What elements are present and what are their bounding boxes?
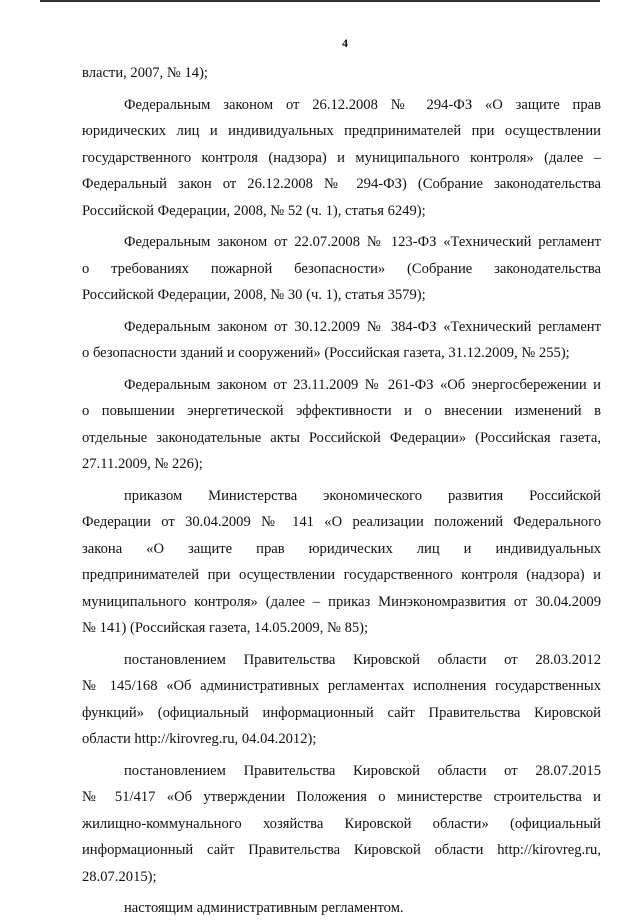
text-line: постановлением Правительства Кировской области от 28.03.2012 xyxy=(124,651,601,668)
text-line: закона «О защите прав юридических лиц и индивидуальных xyxy=(82,540,601,557)
text-line: о повышении энергетической эффективности и о внесении изменений в xyxy=(82,403,601,419)
document-body xyxy=(82,60,601,922)
text-line: области http://kirovreg.ru, 04.04.2012); xyxy=(82,731,317,747)
text-line: приказом Министерства экономического развития Российской xyxy=(124,487,601,504)
text-line: 28.07.2015); xyxy=(82,868,157,885)
text-line: юридических лиц и индивидуальных предпринимателей при осуществлении xyxy=(82,123,601,139)
paragraph xyxy=(82,60,601,87)
paragraph xyxy=(82,895,601,922)
text-line: муниципального контроля» (далее – приказ Минэкономразвития от 30.04.2009 xyxy=(82,593,601,610)
paragraph xyxy=(82,758,601,891)
text-line: постановлением Правительства Кировской области от 28.07.2015 xyxy=(124,762,601,779)
paragraph xyxy=(82,372,601,478)
text-line: № 51/417 «Об утверждении Положения о министерстве строительства и xyxy=(82,789,601,805)
text-line: информационный сайт Правительства Кировской области http://kirovreg.ru, xyxy=(82,842,601,858)
text-line: функций» (официальный информационный сайт Правительства Кировской xyxy=(82,704,601,721)
paragraph xyxy=(82,229,601,309)
text-line: № 141) (Российская газета, 14.05.2009, № 85); xyxy=(82,620,369,636)
text-line: Федеральный закон от 26.12.2008 № 294-ФЗ) (Собрание законодательства xyxy=(82,176,601,192)
text-line: о безопасности зданий и сооружений» (Российская газета, 31.12.2009, № 255); xyxy=(82,345,570,361)
text-line: Федеральным законом от 26.12.2008 № 294-ФЗ «О защите прав xyxy=(124,96,601,113)
page-number: 4 xyxy=(342,36,348,50)
text-line: предпринимателей при осуществлении государственного контроля (надзора) и xyxy=(82,567,601,583)
paragraph xyxy=(82,92,601,225)
paragraph xyxy=(82,483,601,642)
text-line: Федеральным законом от 23.11.2009 № 261-ФЗ «Об энергосбережении и xyxy=(124,376,601,393)
text-line: 27.11.2009, № 226); xyxy=(82,456,203,472)
text-line: Федеральным законом от 30.12.2009 № 384-ФЗ «Технический регламент xyxy=(124,318,601,335)
text-line: № 145/168 «Об административных регламентах исполнения государственных xyxy=(82,678,601,694)
top-border-line xyxy=(40,0,600,2)
text-line: Федеральным законом от 22.07.2008 № 123-ФЗ «Технический регламент xyxy=(124,234,601,250)
text-line: жилищно-коммунального хозяйства Кировской области» (официальный xyxy=(82,815,601,832)
text-line: Российской Федерации, 2008, № 30 (ч. 1), статья 3579); xyxy=(82,287,426,303)
text-line: государственного контроля (надзора) и муниципального контроля» (далее – xyxy=(82,149,601,166)
text-line: о требованиях пожарной безопасности» (Собрание законодательства xyxy=(82,260,601,277)
paragraph xyxy=(82,314,601,367)
text-line: отдельные законодательные акты Российской Федерации» (Российская газета, xyxy=(82,429,601,446)
paragraph xyxy=(82,647,601,753)
text-line: настоящим административным регламентом. xyxy=(124,900,404,916)
text-line: Российской Федерации, 2008, № 52 (ч. 1), статья 6249); xyxy=(82,202,426,219)
text-line: власти, 2007, № 14); xyxy=(82,65,208,81)
text-line: Федерации от 30.04.2009 № 141 «О реализации положений Федерального xyxy=(82,514,601,530)
